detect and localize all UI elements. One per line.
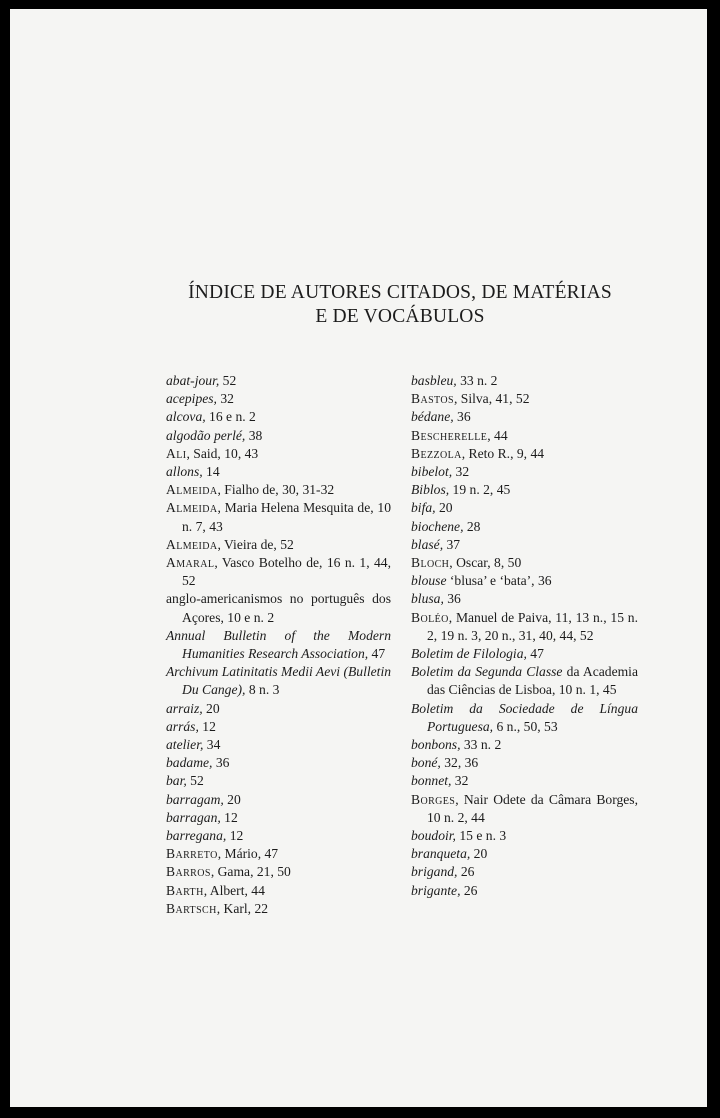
index-entry — [166, 481, 391, 499]
entry-text: , Reto R., 9, 44 — [461, 445, 545, 461]
entry-author: Barth — [166, 882, 204, 898]
entry-text: , Mário, 47 — [217, 846, 279, 862]
entry-author: Almeida — [166, 482, 218, 498]
entry-term: bifa, — [411, 500, 436, 516]
entry-text: 26 — [460, 882, 478, 898]
entry-text: 16 e n. 2 — [205, 409, 256, 425]
entry-author: Borges — [411, 791, 456, 807]
index-column-right — [411, 372, 638, 900]
entry-term: blusa, — [411, 591, 444, 607]
entry-term: boné, — [411, 755, 441, 771]
index-entry — [411, 590, 638, 608]
entry-text: 36 — [453, 409, 471, 425]
entry-term: brigand, — [411, 864, 458, 880]
entry-text: 20 — [435, 500, 453, 516]
index-entry — [411, 499, 638, 517]
entry-term: algodão perlé, — [166, 427, 246, 443]
entry-text: , Oscar, 8, 50 — [449, 555, 522, 571]
entry-text: , Vasco Botelho de, 16 n. 1, 44, 52 — [182, 555, 391, 589]
index-title-line-2: E DE VOCÁBULOS — [315, 306, 485, 327]
index-entry — [411, 408, 638, 426]
entry-author: Almeida — [166, 536, 218, 552]
index-entry — [411, 427, 638, 445]
index-entry — [411, 390, 638, 408]
entry-term: Boletim de Filologia, — [411, 646, 527, 662]
entry-term: arrás, — [166, 718, 199, 734]
entry-term: brigante, — [411, 882, 461, 898]
index-entry — [166, 590, 391, 626]
index-entry — [166, 408, 391, 426]
entry-text: 20 — [470, 846, 488, 862]
index-entry — [411, 845, 638, 863]
index-entry — [411, 554, 638, 572]
entry-text: 33 n. 2 — [456, 373, 498, 388]
index-title-line-1: ÍNDICE DE AUTORES CITADOS, DE MATÉRIAS — [188, 282, 612, 303]
index-entry — [166, 772, 391, 790]
entry-term: barragam, — [166, 791, 224, 807]
index-entry — [411, 700, 638, 736]
entry-text: 12 — [220, 809, 238, 825]
index-entry — [411, 572, 638, 590]
entry-text: 47 — [526, 646, 544, 662]
entry-text: 12 — [198, 718, 216, 734]
entry-text: 52 — [219, 373, 237, 388]
entry-term: boudoir, — [411, 828, 456, 844]
entry-term: bar, — [166, 773, 187, 789]
entry-text: , Nair Odete da Câmara Borges, 10 n. 2, 44 — [427, 791, 638, 825]
index-entry — [166, 445, 391, 463]
entry-text: 32 — [452, 464, 470, 480]
entry-text: 36 — [212, 755, 230, 771]
index-entry — [166, 390, 391, 408]
index-entry — [166, 663, 391, 699]
entry-term: barregana, — [166, 828, 227, 844]
entry-text: , 44 — [487, 427, 508, 443]
index-entry — [166, 845, 391, 863]
entry-text: , Said, 10, 43 — [186, 445, 259, 461]
entry-term: Annual Bulletin of the Modern Humanities Research Association, — [166, 627, 391, 662]
entry-text: 14 — [202, 464, 220, 480]
entry-author: Boléo — [411, 609, 449, 625]
entry-term: barragan, — [166, 809, 221, 825]
entry-term: Boletim da Sociedade de Língua Portuguesa, — [411, 700, 638, 734]
index-entry — [411, 481, 638, 499]
index-entry — [411, 609, 638, 645]
index-entry — [411, 518, 638, 536]
index-column-left — [166, 372, 391, 918]
index-entry — [166, 427, 391, 445]
entry-author: Barreto — [166, 846, 218, 862]
index-entry — [411, 372, 638, 390]
index-entry — [166, 791, 391, 809]
index-entry — [411, 445, 638, 463]
index-entry — [411, 791, 638, 827]
entry-text: 26 — [457, 864, 475, 880]
entry-term: Archivum Latinitatis Medii Aevi (Bulletin Du Cange), — [166, 664, 392, 698]
entry-term: basbleu, — [411, 373, 457, 388]
entry-text: 6 n., 50, 53 — [493, 718, 558, 734]
entry-text: 8 n. 3 — [245, 682, 280, 698]
index-entry — [166, 700, 391, 718]
entry-text: 32 — [451, 773, 469, 789]
entry-term: alcova, — [166, 409, 206, 425]
index-entry — [411, 754, 638, 772]
entry-text: , Vieira de, 52 — [217, 536, 294, 552]
index-entry — [166, 536, 391, 554]
entry-text: 19 n. 2, 45 — [449, 482, 511, 498]
index-entry — [166, 499, 391, 535]
entry-author: Bezzola — [411, 445, 462, 461]
index-entry — [166, 882, 391, 900]
entry-author: Bloch — [411, 555, 450, 571]
entry-text: da Academia das Ciências de Lisboa, 10 n. 1, 45 — [427, 664, 638, 698]
entry-text: anglo-americanismos no português dos Açores, 10 e n. 2 — [166, 591, 391, 625]
entry-term: biochene, — [411, 518, 464, 534]
entry-text: 34 — [203, 737, 221, 753]
index-entry — [166, 900, 391, 918]
entry-text: , Maria Helena Mesquita de, 10 n. 7, 43 — [182, 500, 391, 534]
entry-author: Ali — [166, 445, 187, 461]
entry-text: , Gama, 21, 50 — [210, 864, 291, 880]
book-page — [10, 9, 707, 1107]
entry-term: abat-jour, — [166, 373, 220, 388]
entry-author: Amaral — [166, 555, 215, 571]
entry-term: badame, — [166, 755, 213, 771]
entry-author: Almeida — [166, 500, 218, 516]
entry-text: 32 — [216, 391, 234, 407]
entry-term: atelier, — [166, 737, 204, 753]
entry-author: Bastos — [411, 391, 454, 407]
entry-text: 52 — [186, 773, 204, 789]
entry-term: allons, — [166, 464, 203, 480]
entry-term: blouse — [411, 573, 447, 589]
index-entry — [411, 536, 638, 554]
entry-term: bédane, — [411, 409, 454, 425]
entry-text: 12 — [226, 828, 244, 844]
index-entry — [166, 736, 391, 754]
entry-term: Boletim da Segunda Classe — [411, 664, 563, 680]
index-entry — [166, 809, 391, 827]
entry-term: branqueta, — [411, 846, 471, 862]
index-entry — [411, 882, 638, 900]
index-entry — [411, 645, 638, 663]
entry-text: 32, 36 — [440, 755, 479, 771]
entry-term: blasé, — [411, 536, 444, 552]
entry-text: , Manuel de Paiva, 11, 13 n., 15 n. 2, 19 n. 3, 20 n., 31, 40, 44, 52 — [427, 609, 638, 643]
entry-term: bonbons, — [411, 737, 461, 753]
entry-term: bonnet, — [411, 773, 452, 789]
index-entry — [411, 863, 638, 881]
index-entry — [166, 554, 391, 590]
entry-text: 38 — [245, 427, 263, 443]
index-entry — [166, 754, 391, 772]
index-entry — [166, 463, 391, 481]
entry-author: Bartsch — [166, 900, 217, 916]
entry-text: 33 n. 2 — [460, 737, 502, 753]
entry-text: , Silva, 41, 52 — [453, 391, 530, 407]
index-entry — [411, 827, 638, 845]
entry-text: 20 — [202, 700, 220, 716]
index-entry — [166, 718, 391, 736]
entry-text: 15 e n. 3 — [455, 828, 507, 844]
entry-term: Biblos, — [411, 482, 450, 498]
entry-term: bibelot, — [411, 464, 453, 480]
entry-text: 37 — [443, 536, 461, 552]
index-title — [110, 281, 690, 329]
index-entry — [166, 863, 391, 881]
entry-author: Bescherelle — [411, 427, 488, 443]
index-entry — [411, 736, 638, 754]
entry-text: 28 — [463, 518, 481, 534]
entry-text: , Fialho de, 30, 31-32 — [217, 482, 335, 498]
index-entry — [411, 663, 638, 699]
index-entry — [411, 463, 638, 481]
entry-text: ‘blusa’ e ‘bata’, 36 — [446, 573, 552, 589]
entry-text: 47 — [368, 646, 386, 662]
entry-author: Barros — [166, 864, 211, 880]
index-entry — [166, 827, 391, 845]
index-entry — [166, 627, 391, 663]
entry-text: 36 — [443, 591, 461, 607]
entry-text: 20 — [223, 791, 241, 807]
entry-text: , Albert, 44 — [203, 882, 265, 898]
index-entry — [166, 372, 391, 390]
index-entry — [411, 772, 638, 790]
entry-term: arraiz, — [166, 700, 203, 716]
entry-term: acepipes, — [166, 391, 217, 407]
entry-text: , Karl, 22 — [216, 900, 269, 916]
